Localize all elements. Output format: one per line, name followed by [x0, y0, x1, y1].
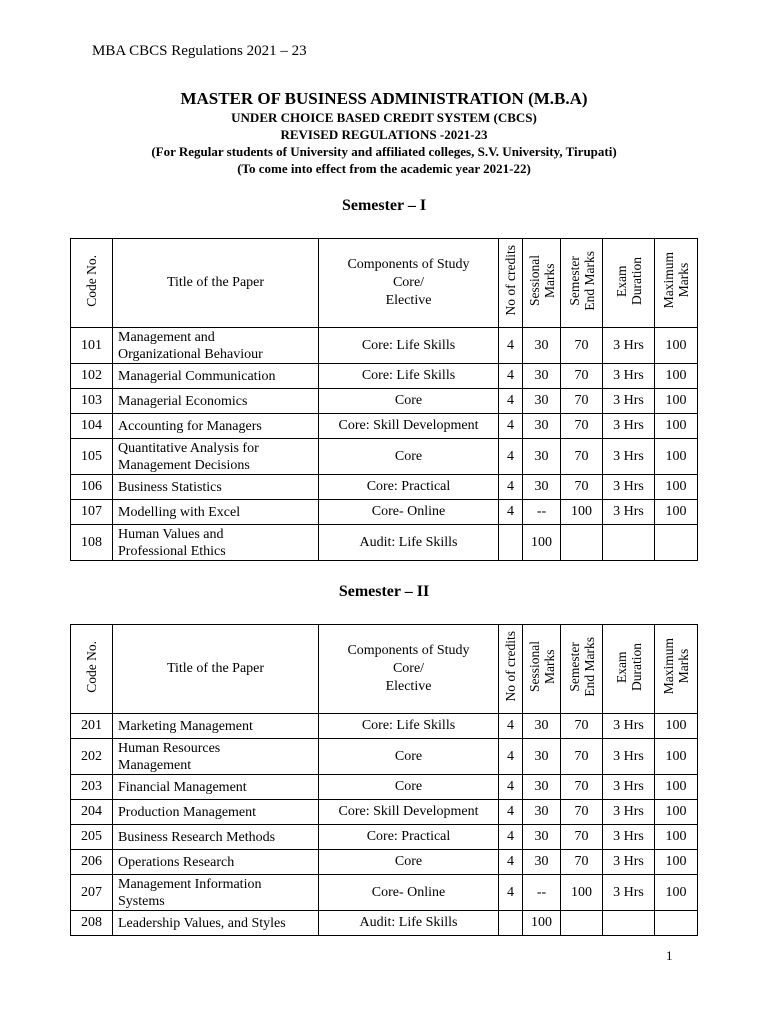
course-exam-duration: 3 Hrs [603, 875, 655, 911]
course-title [113, 525, 319, 561]
exam-duration-header [603, 625, 655, 714]
course-semester-end-marks [561, 911, 603, 936]
course-exam-duration: 3 Hrs [603, 414, 655, 439]
sessional-header-line-1: Sessional [526, 254, 542, 306]
course-title [113, 800, 319, 825]
course-semester-end-marks: 70 [561, 825, 603, 850]
course-component: Core: Life Skills [319, 328, 499, 364]
course-title [113, 475, 319, 500]
course-maximum-marks: 100 [655, 414, 698, 439]
table-row [71, 825, 698, 850]
course-sessional-marks: 30 [523, 364, 561, 389]
course-exam-duration [603, 525, 655, 561]
course-exam-duration: 3 Hrs [603, 439, 655, 475]
subtitle-effective: (To come into effect from the academic year 2021-22) [237, 161, 531, 176]
course-credits: 4 [499, 875, 523, 911]
exam-duration-header-line-1: Exam [613, 650, 629, 683]
course-semester-end-marks: 70 [561, 475, 603, 500]
semester-2-table [70, 624, 698, 936]
components-header [319, 625, 499, 714]
semester-end-header [561, 625, 603, 714]
course-code: 206 [71, 850, 113, 875]
sessional-header-label [527, 255, 557, 306]
sessional-header [523, 239, 561, 328]
course-title-line-1: Management Information [118, 876, 262, 892]
code-header [71, 239, 113, 328]
course-component: Core [319, 850, 499, 875]
semester-1-heading: Semester – I [341, 197, 427, 214]
components-header-line: Elective [385, 679, 432, 694]
course-semester-end-marks: 70 [561, 800, 603, 825]
course-title-line-2: Organizational Behaviour [118, 346, 263, 362]
exam-duration-header-label [614, 643, 644, 691]
course-title [113, 875, 319, 911]
running-header: MBA CBCS Regulations 2021 – 23 [92, 43, 307, 59]
components-header-line: Core/ [392, 661, 425, 676]
course-credits: 4 [499, 714, 523, 739]
course-code: 107 [71, 500, 113, 525]
semester-end-header-label [567, 637, 597, 697]
sessional-header-line-1: Sessional [526, 640, 542, 692]
course-credits: 4 [499, 739, 523, 775]
course-title-line-1: Business Research Methods [118, 829, 276, 845]
course-semester-end-marks [561, 525, 603, 561]
title-header [113, 625, 319, 714]
course-maximum-marks: 100 [655, 739, 698, 775]
course-code: 101 [71, 328, 113, 364]
sessional-header-line-2: Marks [541, 263, 557, 298]
course-title-line-2: Systems [118, 893, 165, 909]
course-sessional-marks: 30 [523, 739, 561, 775]
course-maximum-marks: 100 [655, 500, 698, 525]
course-semester-end-marks: 70 [561, 775, 603, 800]
semester-1-table [70, 238, 698, 561]
table-row [71, 328, 698, 364]
components-header-line: Elective [385, 293, 432, 308]
course-sessional-marks: 30 [523, 850, 561, 875]
course-component: Core: Skill Development [319, 414, 499, 439]
course-maximum-marks: 100 [655, 714, 698, 739]
table-row [71, 714, 698, 739]
course-credits: 4 [499, 389, 523, 414]
exam-duration-header-line-2: Duration [628, 642, 644, 691]
semester-end-header [561, 239, 603, 328]
course-exam-duration: 3 Hrs [603, 475, 655, 500]
title-header-label: Title of the Paper [166, 275, 265, 290]
course-maximum-marks: 100 [655, 328, 698, 364]
sessional-header [523, 625, 561, 714]
maximum-marks-header-line-2: Marks [676, 263, 691, 298]
components-header-line: Components of Study [347, 643, 470, 658]
components-header [319, 239, 499, 328]
credits-header-label: No of credits [503, 245, 518, 316]
course-credits: 4 [499, 328, 523, 364]
course-credits: 4 [499, 500, 523, 525]
course-title [113, 775, 319, 800]
table-row [71, 500, 698, 525]
course-maximum-marks: 100 [655, 825, 698, 850]
course-title-line-1: Management and [118, 329, 215, 345]
course-sessional-marks: 100 [523, 911, 561, 936]
course-code: 103 [71, 389, 113, 414]
course-sessional-marks: 30 [523, 439, 561, 475]
semester-end-header-line-2: End Marks [581, 636, 597, 697]
course-code: 102 [71, 364, 113, 389]
maximum-marks-header-label [661, 638, 691, 694]
course-semester-end-marks: 70 [561, 364, 603, 389]
course-credits [499, 911, 523, 936]
course-maximum-marks [655, 911, 698, 936]
maximum-marks-header-line-1: Maximum [661, 252, 676, 309]
course-sessional-marks: 30 [523, 714, 561, 739]
course-exam-duration: 3 Hrs [603, 800, 655, 825]
course-semester-end-marks: 100 [561, 500, 603, 525]
table-row [71, 364, 698, 389]
course-title-line-1: Human Resources [118, 740, 221, 756]
course-semester-end-marks: 70 [561, 714, 603, 739]
course-credits: 4 [499, 775, 523, 800]
course-title [113, 850, 319, 875]
course-title-line-1: Modelling with Excel [118, 504, 241, 520]
course-maximum-marks: 100 [655, 389, 698, 414]
course-maximum-marks [655, 525, 698, 561]
course-title-line-1: Business Statistics [118, 479, 222, 495]
maximum-marks-header-line-1: Maximum [661, 638, 676, 695]
course-exam-duration: 3 Hrs [603, 500, 655, 525]
course-exam-duration: 3 Hrs [603, 825, 655, 850]
course-title-line-1: Operations Research [118, 854, 235, 870]
course-maximum-marks: 100 [655, 775, 698, 800]
table-row [71, 875, 698, 911]
table-row [71, 525, 698, 561]
course-component: Audit: Life Skills [319, 525, 499, 561]
table-row [71, 389, 698, 414]
course-title-line-2: Professional Ethics [118, 543, 226, 559]
course-sessional-marks: 30 [523, 414, 561, 439]
course-component: Core [319, 775, 499, 800]
components-header-line: Components of Study [347, 257, 470, 272]
course-component: Core: Life Skills [319, 714, 499, 739]
document-title-block [0, 88, 768, 177]
course-maximum-marks: 100 [655, 850, 698, 875]
exam-duration-header-label [614, 257, 644, 305]
course-title-line-1: Accounting for Managers [118, 418, 262, 434]
semester-2-heading: Semester – II [338, 583, 430, 600]
table-row [71, 414, 698, 439]
course-title-line-2: Management Decisions [118, 457, 250, 473]
course-title [113, 739, 319, 775]
maximum-marks-header [655, 239, 698, 328]
header-row [71, 625, 698, 714]
credits-header-label: No of credits [503, 631, 518, 702]
course-title-line-2: Management [118, 757, 192, 773]
table-row [71, 775, 698, 800]
course-maximum-marks: 100 [655, 475, 698, 500]
course-sessional-marks: -- [523, 500, 561, 525]
credits-header [499, 625, 523, 714]
course-credits: 4 [499, 414, 523, 439]
course-title [113, 911, 319, 936]
course-code: 106 [71, 475, 113, 500]
course-exam-duration: 3 Hrs [603, 364, 655, 389]
page-number: 1 [666, 948, 673, 963]
maximum-marks-header-line-2: Marks [676, 649, 691, 684]
course-component: Core [319, 389, 499, 414]
course-title [113, 439, 319, 475]
course-exam-duration: 3 Hrs [603, 739, 655, 775]
table-row [71, 850, 698, 875]
course-credits: 4 [499, 850, 523, 875]
sessional-header-label [527, 641, 557, 692]
course-sessional-marks: 30 [523, 825, 561, 850]
course-sessional-marks: 30 [523, 389, 561, 414]
semester-end-header-line-1: Semester [566, 641, 582, 692]
course-code: 205 [71, 825, 113, 850]
course-code: 203 [71, 775, 113, 800]
sessional-header-line-2: Marks [541, 649, 557, 684]
course-sessional-marks: 30 [523, 800, 561, 825]
course-code: 105 [71, 439, 113, 475]
code-header-label: Code No. [84, 254, 99, 307]
course-semester-end-marks: 70 [561, 739, 603, 775]
course-code: 104 [71, 414, 113, 439]
table-row [71, 739, 698, 775]
semester-end-header-label [567, 251, 597, 311]
course-code: 108 [71, 525, 113, 561]
course-semester-end-marks: 70 [561, 328, 603, 364]
main-title: MASTER OF BUSINESS ADMINISTRATION (M.B.A) [180, 89, 588, 108]
course-title [113, 714, 319, 739]
exam-duration-header-line-2: Duration [628, 256, 644, 305]
credits-header [499, 239, 523, 328]
code-header-label: Code No. [84, 640, 99, 693]
course-title [113, 328, 319, 364]
course-code: 204 [71, 800, 113, 825]
course-title-line-1: Production Management [118, 804, 257, 820]
course-title-line-1: Quantitative Analysis for [118, 440, 259, 456]
subtitle-cbcs: UNDER CHOICE BASED CREDIT SYSTEM (CBCS) [231, 110, 537, 125]
table-row [71, 475, 698, 500]
title-header [113, 239, 319, 328]
table-row [71, 439, 698, 475]
course-credits: 4 [499, 475, 523, 500]
course-component: Core [319, 439, 499, 475]
subtitle-applicability: (For Regular students of University and affiliated colleges, S.V. University, Tirupati) [151, 144, 617, 159]
table-row [71, 800, 698, 825]
course-title-line-1: Leadership Values, and Styles [118, 915, 286, 931]
course-exam-duration: 3 Hrs [603, 775, 655, 800]
course-credits [499, 525, 523, 561]
course-title [113, 389, 319, 414]
course-exam-duration: 3 Hrs [603, 714, 655, 739]
course-credits: 4 [499, 825, 523, 850]
course-title [113, 825, 319, 850]
course-semester-end-marks: 70 [561, 850, 603, 875]
course-component: Core: Practical [319, 825, 499, 850]
course-title [113, 500, 319, 525]
subtitle-regulations: REVISED REGULATIONS -2021-23 [280, 127, 488, 142]
course-semester-end-marks: 70 [561, 389, 603, 414]
course-maximum-marks: 100 [655, 800, 698, 825]
course-exam-duration [603, 911, 655, 936]
title-header-label: Title of the Paper [166, 661, 265, 676]
course-code: 207 [71, 875, 113, 911]
course-maximum-marks: 100 [655, 875, 698, 911]
course-sessional-marks: 100 [523, 525, 561, 561]
course-sessional-marks: 30 [523, 775, 561, 800]
course-semester-end-marks: 70 [561, 414, 603, 439]
course-maximum-marks: 100 [655, 364, 698, 389]
course-exam-duration: 3 Hrs [603, 850, 655, 875]
course-component: Core: Life Skills [319, 364, 499, 389]
course-sessional-marks: -- [523, 875, 561, 911]
course-sessional-marks: 30 [523, 328, 561, 364]
table-row [71, 911, 698, 936]
semester-end-header-line-2: End Marks [581, 250, 597, 311]
course-component: Core: Skill Development [319, 800, 499, 825]
course-exam-duration: 3 Hrs [603, 389, 655, 414]
components-header-line: Core/ [392, 275, 425, 290]
course-code: 202 [71, 739, 113, 775]
course-semester-end-marks: 100 [561, 875, 603, 911]
course-title-line-1: Marketing Management [118, 718, 253, 734]
maximum-marks-header-label [661, 252, 691, 308]
course-component: Core [319, 739, 499, 775]
course-title [113, 364, 319, 389]
code-header [71, 625, 113, 714]
course-component: Core- Online [319, 875, 499, 911]
course-component: Audit: Life Skills [319, 911, 499, 936]
course-code: 201 [71, 714, 113, 739]
course-sessional-marks: 30 [523, 475, 561, 500]
course-maximum-marks: 100 [655, 439, 698, 475]
exam-duration-header-line-1: Exam [613, 264, 629, 297]
course-exam-duration: 3 Hrs [603, 328, 655, 364]
course-semester-end-marks: 70 [561, 439, 603, 475]
exam-duration-header [603, 239, 655, 328]
course-title-line-1: Financial Management [118, 779, 247, 795]
header-row [71, 239, 698, 328]
course-credits: 4 [499, 439, 523, 475]
course-credits: 4 [499, 800, 523, 825]
maximum-marks-header [655, 625, 698, 714]
course-title-line-1: Managerial Communication [118, 368, 276, 384]
course-title-line-1: Human Values and [118, 526, 224, 542]
course-component: Core- Online [319, 500, 499, 525]
course-component: Core: Practical [319, 475, 499, 500]
course-title-line-1: Managerial Economics [118, 393, 248, 409]
course-code: 208 [71, 911, 113, 936]
course-credits: 4 [499, 364, 523, 389]
course-title [113, 414, 319, 439]
semester-end-header-line-1: Semester [566, 255, 582, 306]
